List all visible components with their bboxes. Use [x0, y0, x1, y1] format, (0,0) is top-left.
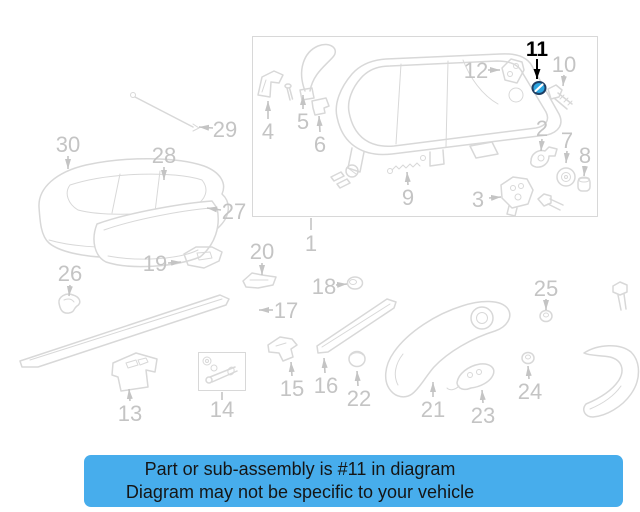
callout-label-24: 24	[517, 379, 543, 404]
callout-label-29: 29	[212, 117, 238, 142]
callout-label-10: 10	[551, 52, 577, 77]
hardware-kit-14-drawing	[199, 353, 246, 391]
callout-arrow-26	[69, 285, 70, 296]
callout-label-19: 19	[142, 251, 168, 276]
callout-label-26: 26	[57, 261, 83, 286]
highlighted-part-11	[533, 82, 546, 94]
callout-label-20: 20	[249, 239, 275, 264]
callout-arrow-18	[336, 284, 347, 285]
callout-arrow-9	[407, 172, 408, 185]
bracket-13-drawing	[112, 353, 157, 391]
callout-label-27: 27	[221, 199, 247, 224]
callout-arrow-24	[528, 366, 529, 379]
banner-line-2: Diagram may not be specific to your vehicle	[125, 482, 475, 502]
callout-label-4: 4	[261, 119, 275, 144]
bracket-20-drawing	[243, 273, 276, 288]
grommet-18-drawing	[348, 277, 363, 289]
callout-label-22: 22	[346, 386, 372, 411]
callout-label-18: 18	[311, 274, 337, 299]
nut-24-drawing	[522, 353, 534, 364]
callout-arrow-16	[324, 358, 325, 373]
fastener-cluster-drawing	[331, 165, 358, 188]
info-banner	[84, 455, 623, 507]
callout-label-11: 11	[525, 38, 549, 61]
callout-arrow-15	[291, 362, 292, 376]
bolt-10-drawing	[548, 85, 572, 109]
grommet-7-drawing	[557, 168, 575, 186]
callout-label-1: 1	[304, 231, 318, 256]
side-member-21-drawing	[386, 301, 510, 396]
callout-label-25: 25	[533, 276, 559, 301]
shield-right-drawing	[584, 346, 639, 417]
callout-arrow-22	[357, 371, 358, 386]
trim-strip-17-drawing	[20, 295, 229, 367]
callout-arrow-29	[199, 127, 213, 128]
rod-29-drawing	[131, 93, 200, 132]
callout-label-5: 5	[296, 109, 310, 134]
callout-label-21: 21	[420, 397, 446, 422]
seat-frame-drawing	[336, 54, 561, 172]
callout-label-13: 13	[117, 401, 143, 426]
callout-label-23: 23	[470, 403, 496, 428]
nut-25-drawing	[540, 311, 552, 322]
callout-label-6: 6	[313, 132, 327, 157]
spring-9-drawing	[388, 156, 426, 174]
callout-label-8: 8	[578, 143, 592, 168]
callout-label-30: 30	[55, 132, 81, 157]
cable-drawing	[300, 44, 335, 100]
callout-label-16: 16	[313, 373, 339, 398]
callout-label-14: 14	[209, 397, 235, 422]
bracket-4-drawing	[258, 71, 293, 100]
cap-22-drawing	[349, 352, 365, 367]
clip-6-drawing	[312, 98, 329, 115]
callout-label-17: 17	[273, 298, 299, 323]
callout-label-28: 28	[151, 143, 177, 168]
rail-16-drawing	[317, 299, 396, 353]
handle-23-drawing	[447, 364, 494, 390]
callout-label-7: 7	[560, 128, 574, 153]
callout-label-3: 3	[471, 187, 485, 212]
callout-arrow-13	[129, 389, 130, 401]
callout-label-15: 15	[279, 376, 305, 401]
hinge-2-drawing	[531, 147, 557, 167]
latch-3-drawing	[501, 177, 563, 216]
callout-arrow-6	[319, 116, 320, 132]
callout-arrow-3	[489, 197, 501, 198]
bushing-8-drawing	[578, 177, 590, 191]
banner-line-1: Part or sub-assembly is #11 in diagram	[144, 459, 456, 479]
callout-arrow-19	[168, 262, 181, 263]
callout-label-9: 9	[401, 185, 415, 210]
bracket-15-drawing	[268, 337, 297, 361]
callout-label-2: 2	[535, 116, 549, 141]
callout-arrow-23	[482, 390, 483, 403]
clip-26-drawing	[59, 294, 80, 313]
callout-label-12: 12	[463, 58, 489, 83]
